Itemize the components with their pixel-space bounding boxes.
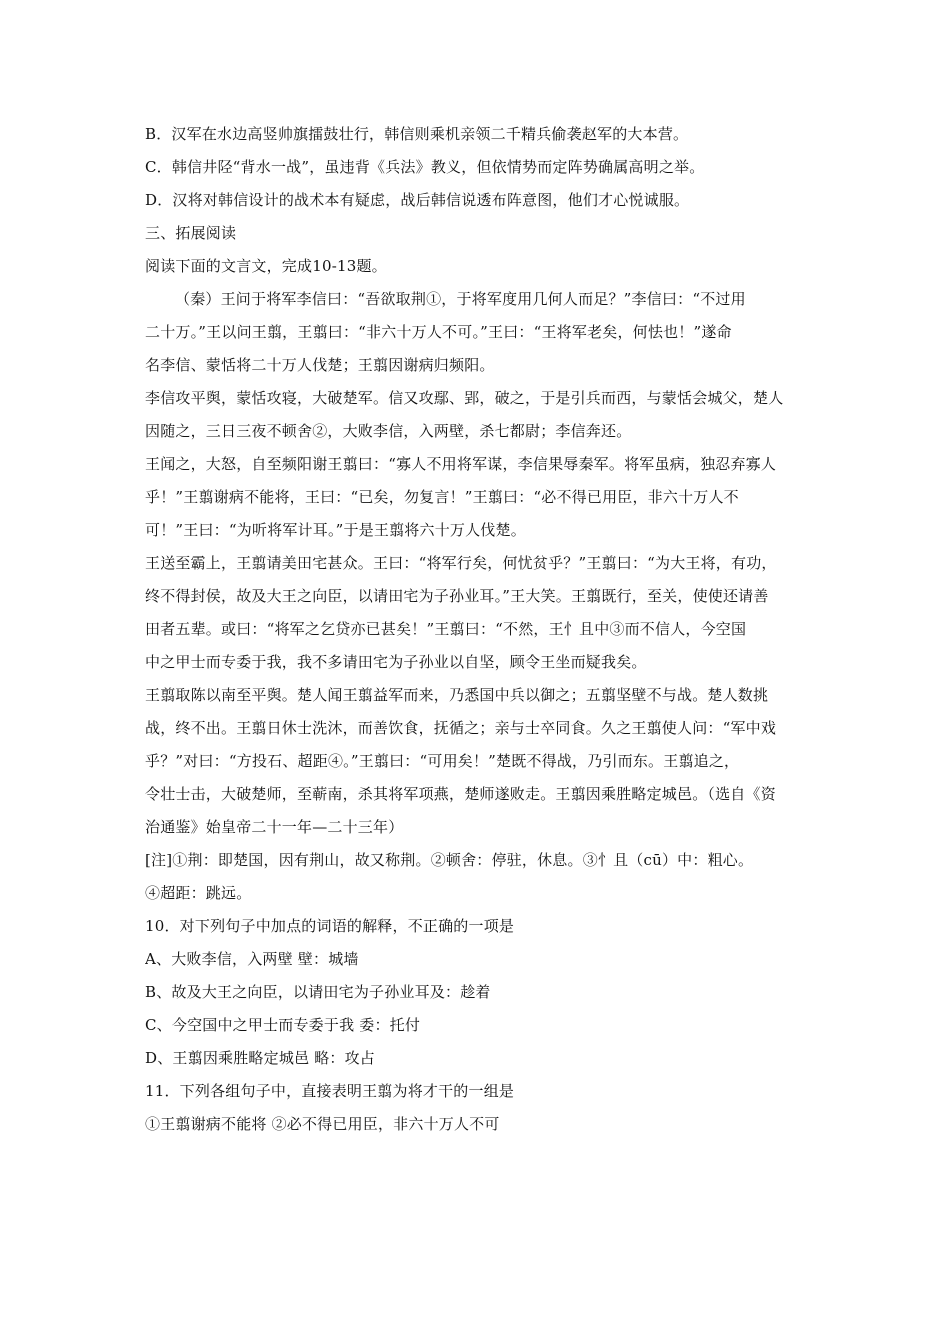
question-10-option-b: B、故及大王之向臣，以请田宅为子孙业耳及：趁着 <box>145 983 491 1001</box>
passage-line: 乎？”对曰：“方投石、超距④。”王翦曰：“可用矣！”楚既不得战，乃引而东。王翦追之， <box>145 752 740 770</box>
passage-line: 终不得封侯，故及大王之向臣，以请田宅为子孙业耳。”王大笑。王翦既行，至关，使使还请善 <box>145 587 769 605</box>
passage-line: 王闻之，大怒，自至频阳谢王翦曰：“寡人不用将军谋，李信果辱秦军。将军虽病，独忍弃寡人 <box>145 455 777 473</box>
question-10-option-a: A、大败李信，入两壁 壁：城墙 <box>145 950 359 968</box>
option-d: D．汉将对韩信设计的战术本有疑虑，战后韩信说透布阵意图，他们才心悦诚服。 <box>145 191 690 209</box>
passage-line: 李信攻平舆，蒙恬攻寝，大破楚军。信又攻鄢、郢，破之，于是引兵而西，与蒙恬会城父，楚人 <box>145 389 784 407</box>
passage-line: 可！”王曰：“为听将军计耳。”于是王翦将六十万人伐楚。 <box>145 521 526 539</box>
passage-line: 治通鉴》始皇帝二十一年—二十三年） <box>145 818 404 836</box>
option-b: B．汉军在水边高竖帅旗擂鼓壮行，韩信则乘机亲领二千精兵偷袭赵军的大本营。 <box>145 125 689 143</box>
passage-line: 王送至霸上，王翦请美田宅甚众。王曰：“将军行矣，何忧贫乎？”王翦曰：“为大王将，有功， <box>145 554 777 572</box>
document-page <box>145 118 805 1141</box>
passage-line: 中之甲士而专委于我，我不多请田宅为子孙业以自坚，顾令王坐而疑我矣。 <box>145 653 647 671</box>
passage-line: 因随之，三日三夜不顿舍②，大败李信，入两壁，杀七都尉；李信奔还。 <box>145 422 632 440</box>
passage-line: 田者五辈。或曰：“将军之乞贷亦已甚矣！”王翦曰：“不然，王忄且中③而不信人，今空国 <box>145 620 747 638</box>
option-c: C．韩信井陉“背水一战”，虽违背《兵法》教义，但依情势而定阵势确属高明之举。 <box>145 158 705 176</box>
passage-line: 二十万。”王以问王翦，王翦曰：“非六十万人不可。”王曰：“王将军老矣，何怯也！”遂命 <box>145 323 732 341</box>
reading-instruction: 阅读下面的文言文，完成10-13题。 <box>145 257 387 275</box>
passage-line: 名李信、蒙恬将二十万人伐楚；王翦因谢病归频阳。 <box>145 356 495 374</box>
passage-line: 战，终不出。王翦日休士洗沐，而善饮食，抚循之；亲与士卒同食。久之王翦使人问：“军中戏 <box>145 719 777 737</box>
annotation-note: ④超距：跳远。 <box>145 884 252 902</box>
passage-line: 王翦取陈以南至平舆。楚人闻王翦益军而来，乃悉国中兵以御之；五翦坚壁不与战。楚人数挑 <box>145 686 769 704</box>
question-10-option-c: C、今空国中之甲士而专委于我 委：托付 <box>145 1016 421 1034</box>
question-11: 11．下列各组句子中，直接表明王翦为将才干的一组是 <box>145 1082 515 1100</box>
passage-line: （秦）王问于将军李信曰：“吾欲取荆①，于将军度用几何人而足？”李信曰：“不过用 <box>175 290 746 308</box>
annotation-note: [注]①荆：即楚国，因有荆山，故又称荆。②顿舍：停驻，休息。③忄且（cū）中：粗心。 <box>145 851 754 869</box>
passage-line: 令壮士击，大破楚师，至蕲南，杀其将军项燕，楚师遂败走。王翦因乘胜略定城邑。（选自《资 <box>145 785 776 803</box>
passage-line: 乎！”王翦谢病不能将，王曰：“已矣，勿复言！”王翦曰：“必不得已用臣，非六十万人不 <box>145 488 739 506</box>
question-10-option-d: D、王翦因乘胜略定城邑 略：攻占 <box>145 1049 375 1067</box>
question-10: 10．对下列句子中加点的词语的解释，不正确的一项是 <box>145 917 515 935</box>
section-heading: 三、拓展阅读 <box>145 224 237 242</box>
question-11-items: ①王翦谢病不能将 ②必不得已用臣，非六十万人不可 <box>145 1115 500 1133</box>
